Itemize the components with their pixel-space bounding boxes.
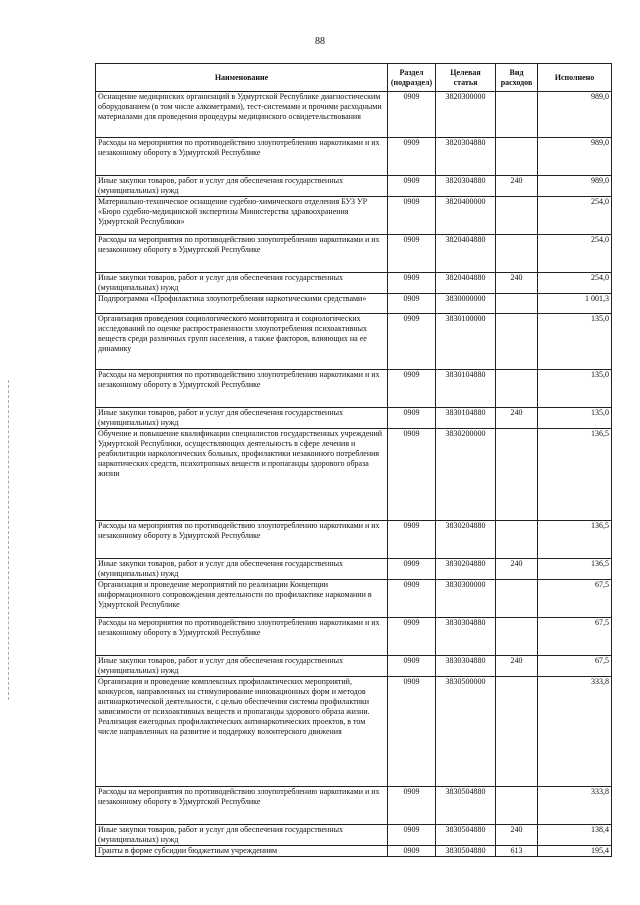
row-article: 3820400000 bbox=[436, 197, 496, 235]
header-article: Целевая статья bbox=[436, 64, 496, 92]
row-executed: 67,5 bbox=[538, 656, 612, 677]
row-section: 0909 bbox=[388, 429, 436, 521]
row-executed: 1 001,3 bbox=[538, 294, 612, 314]
row-article: 3830204880 bbox=[436, 521, 496, 559]
table-row bbox=[96, 273, 612, 294]
row-expense-type: 240 bbox=[496, 273, 538, 294]
margin-scan-marks bbox=[8, 380, 10, 700]
table-row bbox=[96, 429, 612, 521]
table-row bbox=[96, 825, 612, 846]
table-row bbox=[96, 559, 612, 580]
row-name: Организация проведения социологического мониторинга и социологических исследований по оценке распространенности злоупотребления психоактивных веществ среди различных групп населения, а также факторов, влияющих на ее динамику bbox=[96, 314, 388, 370]
row-section: 0909 bbox=[388, 92, 436, 138]
row-article: 3830304880 bbox=[436, 618, 496, 656]
row-expense-type bbox=[496, 314, 538, 370]
table-body bbox=[96, 92, 612, 857]
row-section: 0909 bbox=[388, 314, 436, 370]
row-expense-type: 240 bbox=[496, 656, 538, 677]
row-name: Расходы на мероприятия по противодействию злоупотреблению наркотиками и их незаконному обороту в Удмуртской Республике bbox=[96, 787, 388, 825]
table-row bbox=[96, 408, 612, 429]
row-name: Иные закупки товаров, работ и услуг для обеспечения государственных (муниципальных) нужд bbox=[96, 559, 388, 580]
table-row bbox=[96, 235, 612, 273]
table-row bbox=[96, 294, 612, 314]
table-row bbox=[96, 618, 612, 656]
row-article: 3830200000 bbox=[436, 429, 496, 521]
row-article: 3830100000 bbox=[436, 314, 496, 370]
row-name: Расходы на мероприятия по противодействию злоупотреблению наркотиками и их незаконному обороту в Удмуртской Республике bbox=[96, 521, 388, 559]
row-section: 0909 bbox=[388, 846, 436, 857]
row-name: Гранты в форме субсидии бюджетным учреждениям bbox=[96, 846, 388, 857]
row-expense-type bbox=[496, 197, 538, 235]
row-name: Обучение и повышение квалификации специалистов государственных учреждений Удмуртской Республики, осуществляющих деятельность в сфере лечения и реабилитации наркологических больных, профилактики незаконного потребления наркотических средств, психотропных веществ и пропаганды здорового образа жизни bbox=[96, 429, 388, 521]
row-name: Иные закупки товаров, работ и услуг для обеспечения государственных (муниципальных) нужд bbox=[96, 176, 388, 197]
row-executed: 989,0 bbox=[538, 92, 612, 138]
row-expense-type bbox=[496, 677, 538, 787]
table-row bbox=[96, 92, 612, 138]
row-article: 3830204880 bbox=[436, 559, 496, 580]
row-executed: 195,4 bbox=[538, 846, 612, 857]
row-section: 0909 bbox=[388, 235, 436, 273]
row-executed: 333,8 bbox=[538, 787, 612, 825]
row-name: Расходы на мероприятия по противодействию злоупотреблению наркотиками и их незаконному обороту в Удмуртской Республике bbox=[96, 235, 388, 273]
row-article: 3830104880 bbox=[436, 370, 496, 408]
row-executed: 254,0 bbox=[538, 235, 612, 273]
row-section: 0909 bbox=[388, 787, 436, 825]
row-section: 0909 bbox=[388, 580, 436, 618]
row-executed: 135,0 bbox=[538, 408, 612, 429]
row-name: Организация и проведение комплексных профилактических мероприятий, конкурсов, направленных на стимулирование инновационных форм и методов антинаркотической деятельности, с целью обеспечения системы профилактики зависимости от психоактивных веществ и пропаганды здорового образа жизни. Реализация ежегодных профилактических антинаркотических проектов, в том числе направленных на развитие и поддержку волонтерского движения bbox=[96, 677, 388, 787]
row-section: 0909 bbox=[388, 408, 436, 429]
row-name: Материально-техническое оснащение судебно-химического отделения БУЗ УР «Бюро судебно-медицинской экспертизы Министерства здравоохранения Удмуртской Республики» bbox=[96, 197, 388, 235]
table-row bbox=[96, 176, 612, 197]
table-row bbox=[96, 787, 612, 825]
row-expense-type: 613 bbox=[496, 846, 538, 857]
row-name: Расходы на мероприятия по противодействию злоупотреблению наркотиками и их незаконному обороту в Удмуртской Республике bbox=[96, 618, 388, 656]
table-header bbox=[96, 64, 612, 92]
row-executed: 333,8 bbox=[538, 677, 612, 787]
row-article: 3820304880 bbox=[436, 138, 496, 176]
header-section: Раздел (подраздел) bbox=[388, 64, 436, 92]
row-expense-type bbox=[496, 294, 538, 314]
row-expense-type bbox=[496, 370, 538, 408]
table-row bbox=[96, 846, 612, 857]
table-row bbox=[96, 521, 612, 559]
row-section: 0909 bbox=[388, 294, 436, 314]
row-expense-type bbox=[496, 618, 538, 656]
table-row bbox=[96, 677, 612, 787]
row-section: 0909 bbox=[388, 138, 436, 176]
row-article: 3830504880 bbox=[436, 846, 496, 857]
row-section: 0909 bbox=[388, 825, 436, 846]
row-name: Расходы на мероприятия по противодействию злоупотреблению наркотиками и их незаконному обороту в Удмуртской Республике bbox=[96, 370, 388, 408]
row-executed: 67,5 bbox=[538, 618, 612, 656]
row-executed: 989,0 bbox=[538, 176, 612, 197]
row-executed: 136,5 bbox=[538, 429, 612, 521]
row-expense-type bbox=[496, 787, 538, 825]
row-section: 0909 bbox=[388, 273, 436, 294]
row-name: Иные закупки товаров, работ и услуг для обеспечения государственных (муниципальных) нужд bbox=[96, 273, 388, 294]
header-name: Наименование bbox=[96, 64, 388, 92]
row-article: 3820304880 bbox=[436, 176, 496, 197]
row-name: Подпрограмма «Профилактика злоупотребления наркотическими средствами» bbox=[96, 294, 388, 314]
row-section: 0909 bbox=[388, 656, 436, 677]
row-section: 0909 bbox=[388, 176, 436, 197]
row-article: 3830000000 bbox=[436, 294, 496, 314]
row-name: Оснащение медицинских организаций в Удмуртской Республике диагностическим оборудованием (в том числе алкометрами), тест-системами и прочими расходными материалами для проведения процедуры медицинского освидетельствования bbox=[96, 92, 388, 138]
row-section: 0909 bbox=[388, 197, 436, 235]
row-article: 3830304880 bbox=[436, 656, 496, 677]
table-row bbox=[96, 370, 612, 408]
row-article: 3820300000 bbox=[436, 92, 496, 138]
row-name: Иные закупки товаров, работ и услуг для обеспечения государственных (муниципальных) нужд bbox=[96, 408, 388, 429]
budget-table bbox=[95, 63, 612, 857]
row-executed: 989,0 bbox=[538, 138, 612, 176]
row-expense-type bbox=[496, 138, 538, 176]
row-executed: 136,5 bbox=[538, 521, 612, 559]
header-executed: Исполнено bbox=[538, 64, 612, 92]
row-executed: 135,0 bbox=[538, 314, 612, 370]
row-article: 3830104880 bbox=[436, 408, 496, 429]
row-expense-type: 240 bbox=[496, 176, 538, 197]
row-expense-type: 240 bbox=[496, 408, 538, 429]
row-article: 3830504880 bbox=[436, 825, 496, 846]
row-executed: 138,4 bbox=[538, 825, 612, 846]
row-section: 0909 bbox=[388, 559, 436, 580]
row-executed: 136,5 bbox=[538, 559, 612, 580]
row-executed: 67,5 bbox=[538, 580, 612, 618]
row-article: 3820404880 bbox=[436, 235, 496, 273]
row-article: 3820404880 bbox=[436, 273, 496, 294]
row-executed: 254,0 bbox=[538, 197, 612, 235]
row-expense-type: 240 bbox=[496, 559, 538, 580]
table-row bbox=[96, 314, 612, 370]
row-article: 3830300000 bbox=[436, 580, 496, 618]
table-row bbox=[96, 197, 612, 235]
row-name: Организация и проведение мероприятий по реализации Концепции информационного сопровождения деятельности по профилактике наркомании в Удмуртской Республике bbox=[96, 580, 388, 618]
table-row bbox=[96, 580, 612, 618]
row-article: 3830500000 bbox=[436, 677, 496, 787]
row-section: 0909 bbox=[388, 618, 436, 656]
page-number: 88 bbox=[315, 36, 325, 47]
row-executed: 135,0 bbox=[538, 370, 612, 408]
row-section: 0909 bbox=[388, 677, 436, 787]
row-expense-type bbox=[496, 521, 538, 559]
row-expense-type bbox=[496, 235, 538, 273]
header-expense-type: Вид расходов bbox=[496, 64, 538, 92]
row-expense-type: 240 bbox=[496, 825, 538, 846]
row-section: 0909 bbox=[388, 521, 436, 559]
row-expense-type bbox=[496, 429, 538, 521]
row-section: 0909 bbox=[388, 370, 436, 408]
row-expense-type bbox=[496, 92, 538, 138]
table-row bbox=[96, 656, 612, 677]
row-name: Иные закупки товаров, работ и услуг для обеспечения государственных (муниципальных) нужд bbox=[96, 825, 388, 846]
row-executed: 254,0 bbox=[538, 273, 612, 294]
row-article: 3830504880 bbox=[436, 787, 496, 825]
row-name: Иные закупки товаров, работ и услуг для обеспечения государственных (муниципальных) нужд bbox=[96, 656, 388, 677]
table-row bbox=[96, 138, 612, 176]
row-expense-type bbox=[496, 580, 538, 618]
row-name: Расходы на мероприятия по противодействию злоупотреблению наркотиками и их незаконному обороту в Удмуртской Республике bbox=[96, 138, 388, 176]
